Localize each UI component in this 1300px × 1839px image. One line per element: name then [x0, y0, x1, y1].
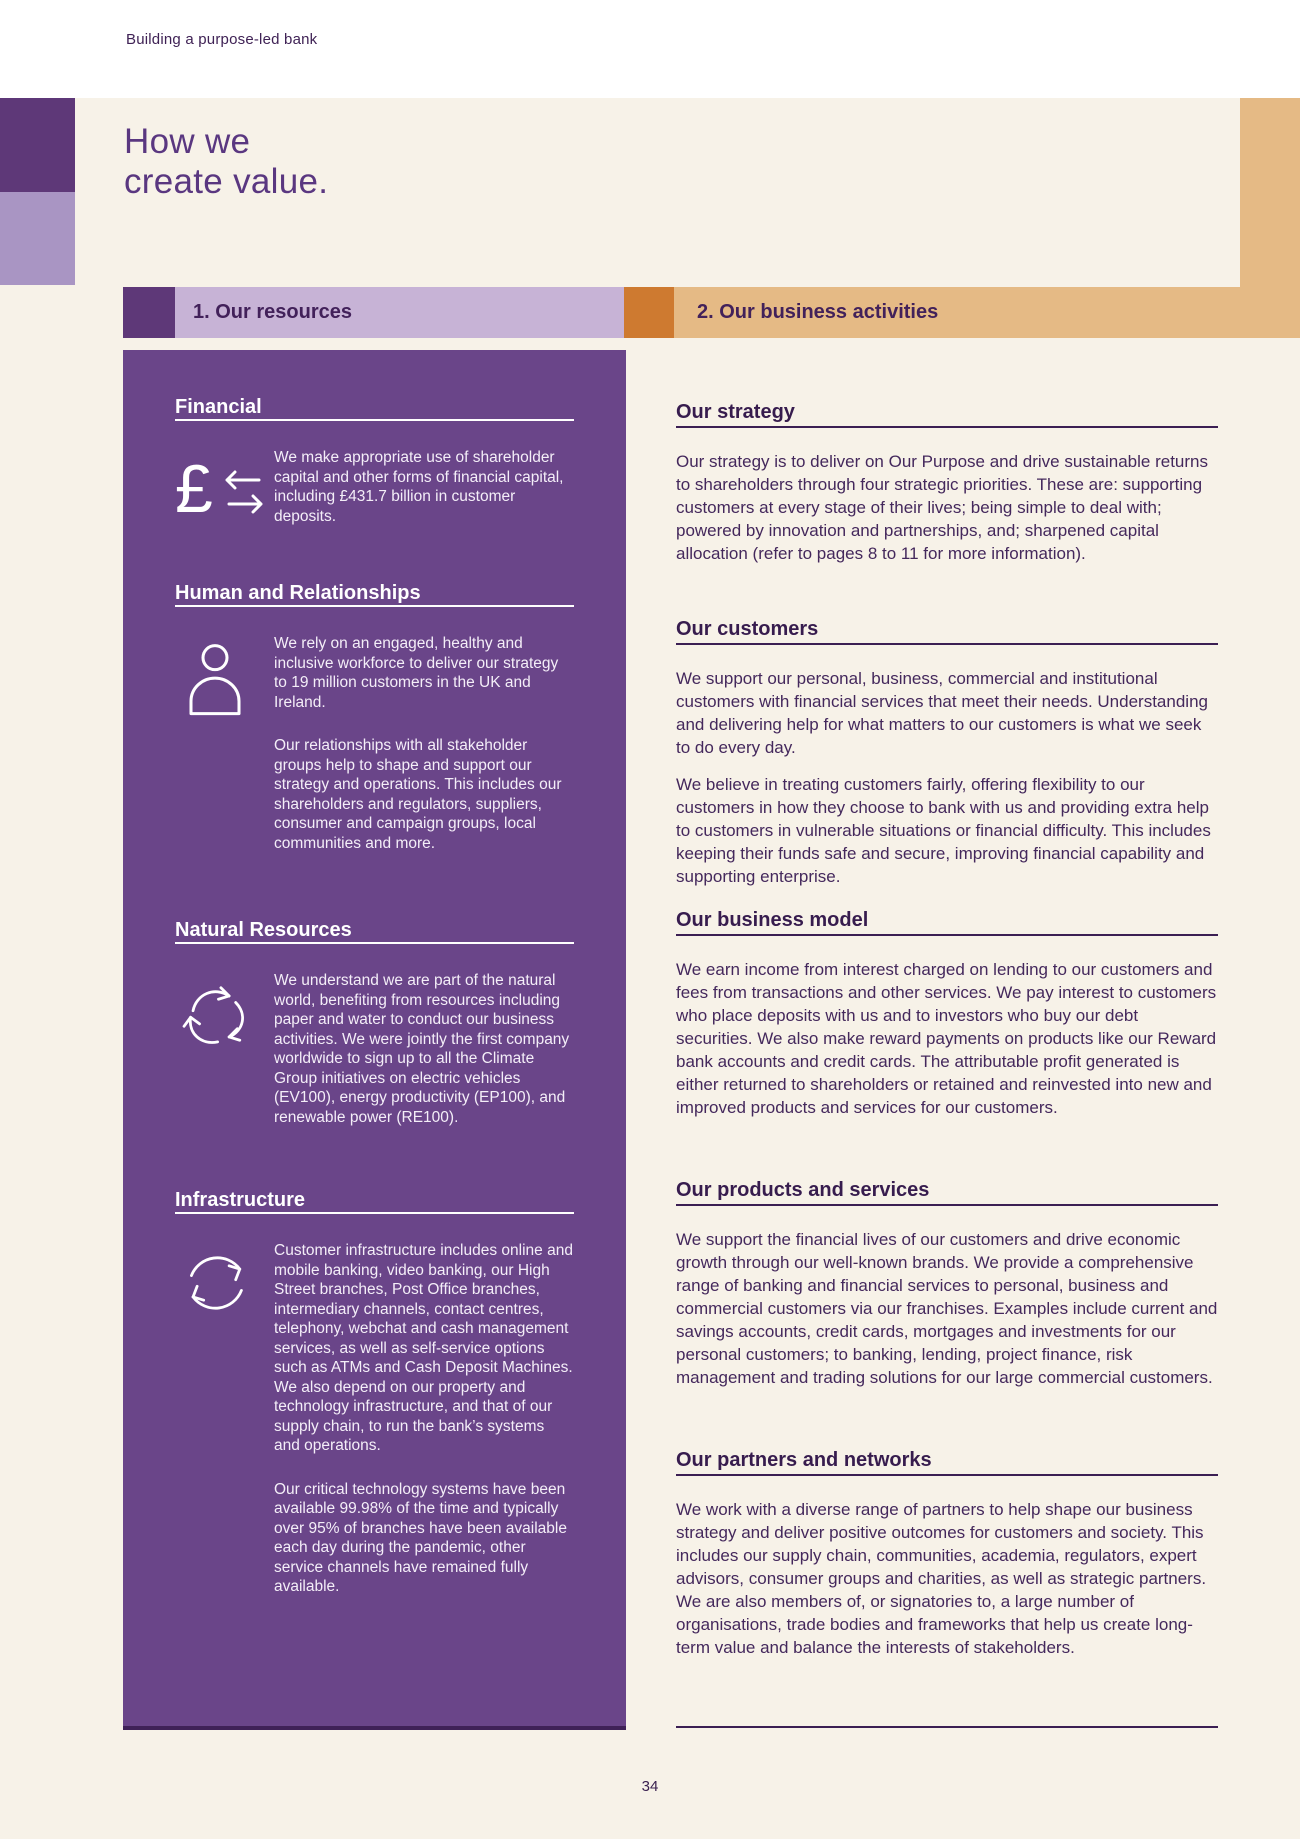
section-our-products-services [676, 1178, 1218, 1389]
circular-arrows-icon [175, 1241, 274, 1597]
section-financial-heading: Financial [175, 396, 262, 418]
heading-underline [676, 1474, 1218, 1476]
paragraph: We believe in treating customers fairly, offering flexibility to our customers in how they choose to bank with us and providing extra help to customers in vulnerable situations or financial difficulty. This includes keeping their funds safe and secure, improving financial capability and supporting enterprise. [676, 775, 1211, 886]
section-business-model-heading: Our business model [676, 909, 869, 931]
section-our-partners-networks [676, 1448, 1218, 1659]
heading-underline [676, 643, 1218, 645]
section-natural-resources [175, 918, 574, 1127]
heading-underline [175, 419, 574, 421]
page-number: 34 [641, 1778, 659, 1795]
resources-column-header [175, 287, 624, 338]
paragraph: We support our personal, business, commercial and institutional customers with financial services that meet their needs. Understanding and delivering help for what matters to our customers is what we seek to do every day. [676, 669, 1208, 757]
paragraph: We work with a diverse range of partners to help shape our business strategy and deliver positive outcomes for customers and society. This includes our supply chain, communities, academia, regulators, expert advisors, consumer groups and charities, as well as strategic partners. We are also members of, or signatories to, a large number of organisations, trade bodies and frameworks that help us create long-term value and balance the interests of stakeholders. [676, 1500, 1207, 1657]
heading-underline [175, 1212, 574, 1214]
activities-column-header [674, 287, 1300, 338]
recycle-icon [175, 971, 274, 1127]
bottom-divider [676, 1726, 1218, 1728]
section-infrastructure-body [274, 1241, 574, 1597]
section-financial [175, 395, 574, 526]
heading-underline [676, 934, 1218, 936]
section-products-body [676, 1228, 1218, 1389]
column-header-band [123, 287, 1300, 338]
section-partners-body [676, 1498, 1218, 1659]
left-light-purple-block [0, 192, 75, 285]
section-strategy-heading: Our strategy [676, 401, 795, 423]
left-dark-purple-block [0, 98, 75, 192]
activities-header-accent-square [624, 287, 674, 338]
section-human-heading: Human and Relationships [175, 582, 421, 604]
resources-column-header-label: 1. Our resources [193, 301, 352, 323]
running-header: Building a purpose-led bank [126, 31, 318, 48]
resources-header-accent-square [123, 287, 175, 338]
section-strategy-body [676, 450, 1218, 565]
section-natural-body [274, 971, 574, 1127]
paragraph: We rely on an engaged, healthy and inclusive workforce to deliver our strategy to 19 million customers in the UK and Ireland. [274, 635, 559, 711]
section-human-body [274, 634, 574, 853]
paragraph: We understand we are part of the natural world, benefiting from resources including paper and water to conduct our business activities. We were jointly the first company worldwide to sign up to all the Climate Group initiatives on electric vehicles (EV100), energy productivity (EP100), and renewable power (RE100). [274, 972, 570, 1126]
section-our-strategy [676, 400, 1218, 565]
section-human-relationships [175, 581, 574, 853]
section-customers-body [676, 667, 1218, 888]
paragraph: Customer infrastructure includes online and mobile banking, video banking, our High Street branches, Post Office branches, intermediary channels, contact centres, telephony, webchat and cash management services, as well as self-service options such as ATMs and Cash Deposit Machines. We also depend on our property and technology infrastructure, and that of our supply chain, to run the bank’s systems and operations. [274, 1242, 573, 1454]
section-products-heading: Our products and services [676, 1179, 930, 1201]
paragraph: Our strategy is to deliver on Our Purpose and drive sustainable returns to shareholders through four strategic priorities. These are: supporting customers at every stage of their lives; being simple to deal with; powered by innovation and partnerships, and; sharpened capital allocation (refer to pages 8 to 11 for more information). [676, 452, 1208, 563]
section-infrastructure [175, 1188, 574, 1597]
page-title-line-2: create value. [124, 162, 329, 201]
page-title [124, 122, 328, 202]
section-our-business-model [676, 908, 1218, 1119]
heading-underline [676, 1204, 1218, 1206]
resources-panel [123, 350, 626, 1730]
section-our-customers [676, 617, 1218, 888]
svg-text:£: £ [175, 451, 213, 526]
paragraph: Our relationships with all stakeholder groups help to shape and support our strategy and operations. This includes our shareholders and regulators, suppliers, consumer and campaign groups, local communities and more. [274, 737, 562, 852]
section-natural-heading: Natural Resources [175, 919, 352, 941]
paragraph: Our critical technology systems have been available 99.98% of the time and typically over 95% of branches have been available each day during the pandemic, other service channels have remained fully available. [274, 1480, 567, 1595]
person-icon [175, 634, 274, 853]
heading-underline [175, 605, 574, 607]
section-financial-body [274, 448, 574, 526]
heading-underline [175, 942, 574, 944]
page-title-line-1: How we [124, 122, 251, 161]
paragraph: We make appropriate use of shareholder capital and other forms of financial capital, including £431.7 billion in customer deposits. [274, 449, 564, 525]
paragraph: We support the financial lives of our customers and drive economic growth through our well-known brands. We provide a comprehensive range of banking and financial services to personal, business and commercial customers via our franchises. Examples include current and savings accounts, credit cards, mortgages and investments for our personal customers; to banking, lending, project finance, risk management and trading solutions for our large commercial customers. [676, 1230, 1218, 1387]
section-infrastructure-heading: Infrastructure [175, 1189, 306, 1211]
activities-column-header-label: 2. Our business activities [697, 301, 939, 323]
section-partners-heading: Our partners and networks [676, 1449, 932, 1471]
paragraph: We earn income from interest charged on lending to our customers and fees from transactions and other services. We pay interest to customers who place deposits with us and to investors who buy our debt securities. We also make reward payments on products like our Reward bank accounts and credit cards. The attributable profit generated is either returned to shareholders or retained and reinvested into new and improved products and services for our customers. [676, 960, 1217, 1117]
heading-underline [676, 426, 1218, 428]
section-business-model-body [676, 958, 1218, 1119]
pound-sterling-exchange-icon [175, 448, 274, 526]
section-customers-heading: Our customers [676, 618, 819, 640]
